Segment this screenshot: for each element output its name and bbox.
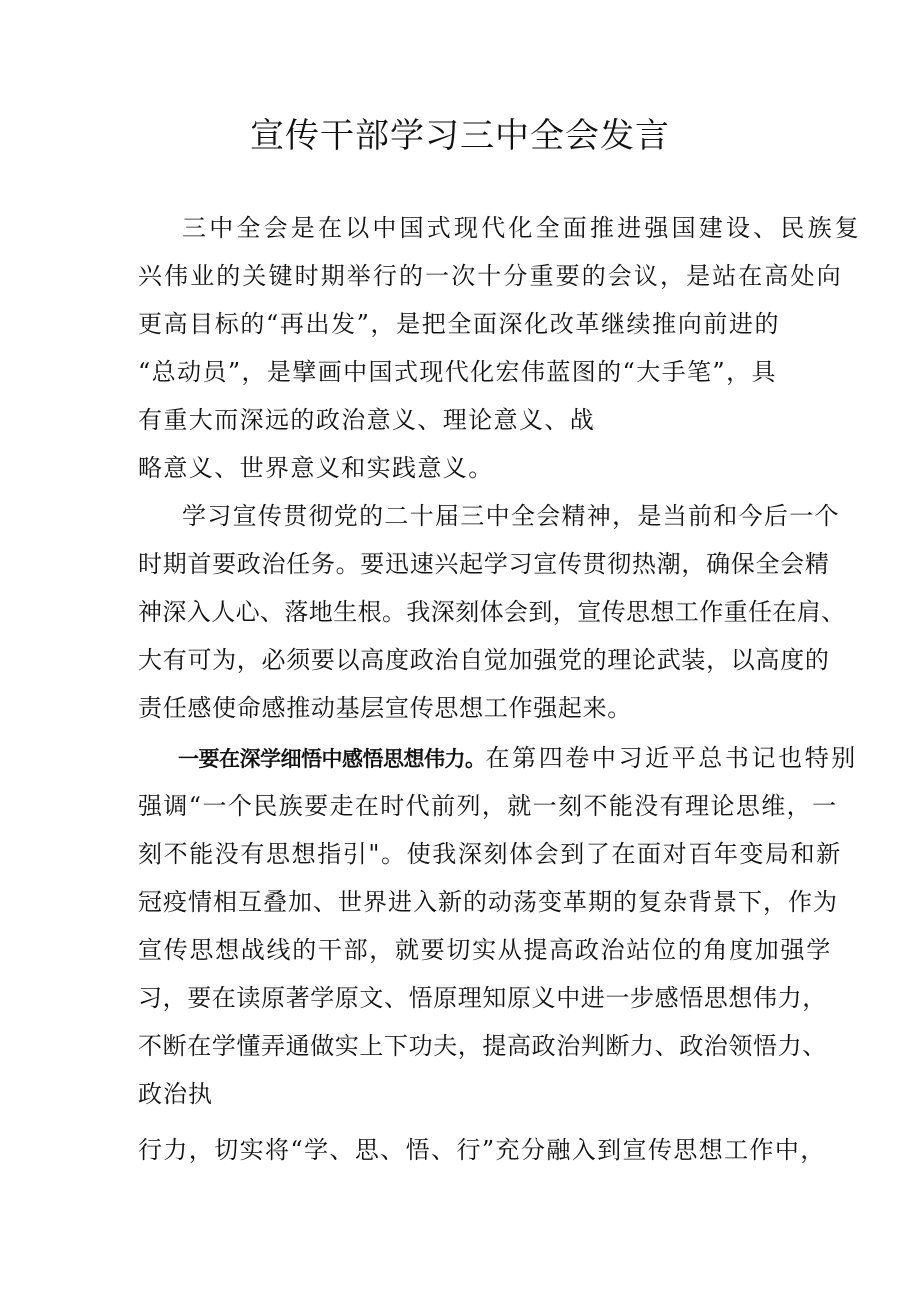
paragraph-2-line-4: 大有可为，必须要以高度政治自觉加强党的理论武装，以高度的 <box>138 646 830 674</box>
paragraph-4-line-1: 行力，切实将“学、思、悟、行”充分融入到宣传思想工作中， <box>138 1136 826 1164</box>
paragraph-3-line-4: 冠疫情相互叠加、世界进入新的动荡变革期的复杂背景下，作为 <box>138 888 838 916</box>
paragraph-1-line-1: 三中全会是在以中国式现代化全面推进强国建设、民族复 <box>182 214 862 242</box>
paragraph-1-line-3: 更高目标的“再出发”，是把全面深化改革继续推向前进的 <box>138 310 781 338</box>
paragraph-1-line-4: “总动员”，是擘画中国式现代化宏伟蓝图的“大手笔”，具 <box>138 358 777 386</box>
paragraph-3-line-8: 政治执 <box>138 1080 213 1108</box>
paragraph-3-line-2: 强调“一个民族要走在时代前列，就一刻不能没有理论思维，一 <box>138 792 838 820</box>
paragraph-3-line-7: 不断在学懂弄通做实上下功夫，提高政治判断力、政治领悟力、 <box>138 1032 827 1060</box>
paragraph-1-line-6: 略意义、世界意义和实践意义。 <box>138 454 494 482</box>
paragraph-3-line-5: 宣传思想战线的干部，就要切实从提高政治站位的角度加强学 <box>138 936 832 964</box>
paragraph-2-line-2: 时期首要政治任务。要迅速兴起学习宣传贯彻热潮，确保全会精 <box>138 550 830 578</box>
paragraph-1-line-2: 兴伟业的关键时期举行的一次十分重要的会议，是站在高处向 <box>138 262 843 290</box>
paragraph-2-line-5: 责任感使命感推动基层宣传思想工作强起来。 <box>138 694 632 722</box>
paragraph-2-line-1: 学习宣传贯彻党的二十届三中全会精神，是当前和今后一个 <box>182 502 840 530</box>
document-title: 宣传干部学习三中全会发言 <box>250 116 670 156</box>
paragraph-1-line-5: 有重大而深远的政治意义、理论意义、战 <box>138 406 596 434</box>
paragraph-3-heading: 一要在深学细悟中感悟思想伟力。 <box>178 747 486 771</box>
paragraph-2-line-3: 神深入人心、落地生根。我深刻体会到，宣传思想工作重任在肩、 <box>138 598 846 626</box>
paragraph-3-line-1-text: 在第四卷中习近平总书记也特别 <box>485 744 858 772</box>
paragraph-3-line-3: 刻不能没有思想指引"。使我深刻体会到了在面对百年变局和新 <box>138 840 842 868</box>
paragraph-3-line-6: 习，要在读原著学原文、悟原理知原义中进一步感悟思想伟力， <box>138 984 827 1012</box>
paragraph-3-line-1 <box>178 740 858 777</box>
